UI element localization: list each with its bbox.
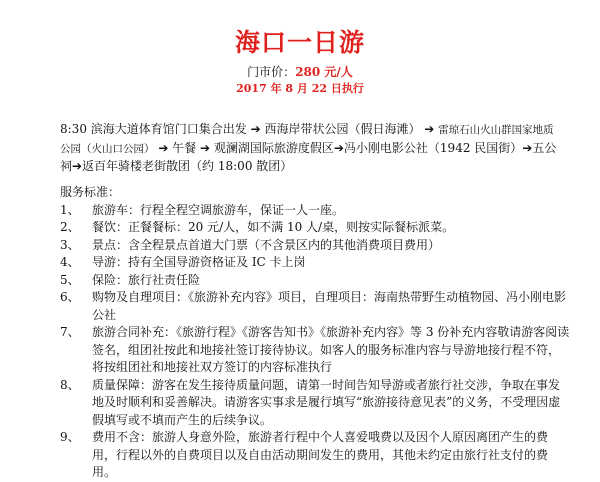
- itinerary-part-3: ➔ 午餐 ➔ 观澜湖国际旅游度假区➔冯小刚电影公社（1942 民国街）➔五公祠➔返百年骑楼老街散团（约 18:00 散团）: [60, 140, 557, 173]
- service-item: [60, 324, 570, 377]
- service-text: 质量保障：游客在发生接待质量问题，请第一时间告知导游或者旅行社交涉，争取在事发地及时顺利和妥善解决。请游客实事求是履行填写“旅游接待意见表”的义务，不受理因虚假填写或不填而产生的后续争议。: [92, 377, 561, 427]
- service-item: [60, 202, 570, 220]
- service-text: 导游：持有全国导游资格证及 IC 卡上岗: [92, 255, 306, 269]
- service-text: 景点：含全程景点首道大门票（不含景区内的其他消费项目费用）: [92, 237, 441, 252]
- service-number: 3、: [60, 237, 80, 252]
- service-number: 6、: [60, 290, 80, 304]
- service-number: 7、: [60, 325, 80, 339]
- service-item: [60, 272, 570, 290]
- service-number: 2、: [60, 220, 80, 234]
- page-title: 海口一日游: [234, 28, 365, 57]
- service-text: 旅游车：行程全程空调旅游车，保证一人一座。: [92, 202, 345, 217]
- service-text: 购物及自理项目：《旅游补充内容》项目，自理项目：海南热带野生动植物园、冯小刚电影公社: [92, 290, 567, 322]
- price-line: [0, 64, 600, 80]
- itinerary-part-1: 8:30 滨海大道体育馆门口集合出发 ➔ 西海岸带状公园（假日海滩） ➔: [60, 122, 439, 136]
- services-heading: 服务标准：: [60, 185, 121, 199]
- service-number: 5、: [60, 272, 80, 287]
- itinerary: [60, 121, 560, 176]
- service-number: 8、: [60, 377, 80, 392]
- service-text: 餐饮：正餐餐标：20 元/人，如不满 10 人/桌，则按实际餐标派菜。: [92, 220, 455, 234]
- service-item: [60, 289, 570, 324]
- service-text: 旅游合同补充：《旅游行程》《游客告知书》《旅游补充内容》等 3 份补充内容敬请游客阅读签名，组团社按此和地接社签订接待协议。如客人的服务标准内容与导游地接行程不符，将按组团社和地接社双方签订的内容标准执行: [92, 325, 570, 374]
- service-text: 保险：旅行社责任险: [92, 272, 201, 287]
- service-item: [60, 377, 570, 430]
- price-value: 280 元/人: [295, 65, 353, 79]
- service-number: 1、: [60, 202, 80, 217]
- effective-date: 2017 年 8 月 22 日执行: [236, 82, 364, 95]
- service-item: [60, 237, 570, 255]
- itinerary-part-2: 雷琼石山火山群国家地质公园（火山口公园）: [60, 124, 554, 155]
- services-section: [60, 184, 570, 482]
- service-item: [60, 429, 570, 482]
- service-text: 费用不含：旅游人身意外险，旅游者行程中个人喜爱哦费以及因个人原因离团产生的费用，行程以外的自费项目以及自由活动期间发生的费用，其他未约定由旅行社支付的费用。: [92, 430, 549, 479]
- service-number: 9、: [60, 430, 80, 444]
- service-number: 4、: [60, 255, 80, 269]
- service-item: [60, 254, 570, 272]
- service-item: [60, 219, 570, 237]
- price-label: 门市价：: [247, 65, 296, 79]
